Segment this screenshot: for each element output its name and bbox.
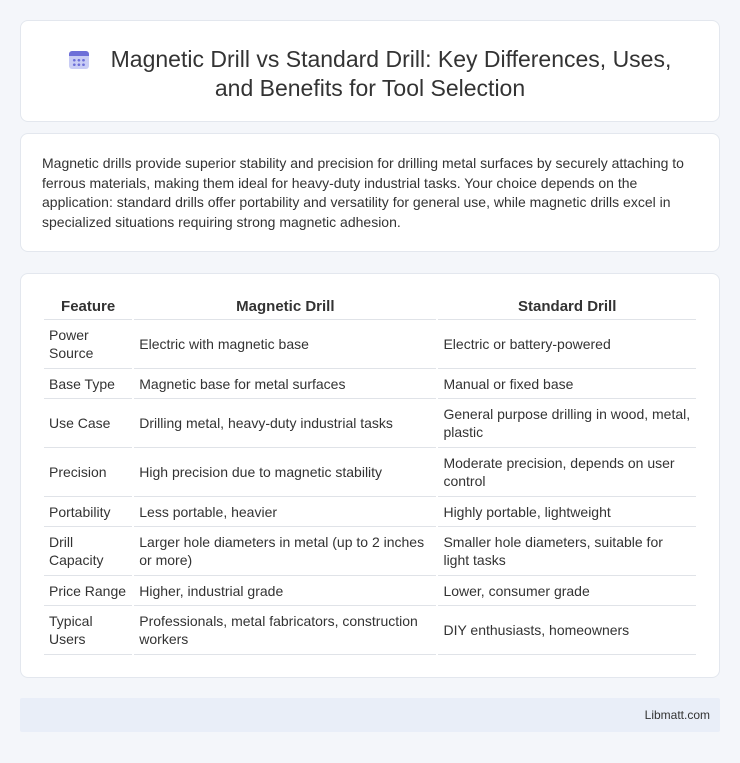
- intro-card: [20, 133, 720, 252]
- header-magnetic-drill: Magnetic Drill: [134, 294, 436, 320]
- table-row: [44, 448, 696, 497]
- page-title: [21, 45, 719, 103]
- feature-cell: Portability: [44, 497, 132, 527]
- feature-cell: Precision: [44, 448, 132, 497]
- magnetic-cell: Less portable, heavier: [134, 497, 436, 527]
- table-row: [44, 527, 696, 576]
- intro-paragraph: Magnetic drills provide superior stability and precision for drilling metal surfaces by securely attaching to ferrous materials, making them ideal for heavy-duty industrial tasks. Your choice depends on the application: standard drills offer portability and versatility for general use, while magnetic drills excel in specialized situations requiring strong magnetic adhesion.: [42, 155, 684, 230]
- magnetic-cell: Magnetic base for metal surfaces: [134, 369, 436, 399]
- calendar-icon: [69, 49, 89, 69]
- feature-cell: Price Range: [44, 576, 132, 606]
- feature-cell: Base Type: [44, 369, 132, 399]
- header-standard-drill: Standard Drill: [438, 294, 696, 320]
- table-row: [44, 606, 696, 655]
- standard-cell: Electric or battery-powered: [438, 320, 696, 369]
- table-row: [44, 497, 696, 527]
- comparison-table: [42, 294, 698, 655]
- table-row: [44, 369, 696, 399]
- title-card: [20, 20, 720, 122]
- magnetic-cell: Professionals, metal fabricators, construction workers: [134, 606, 436, 655]
- magnetic-cell: High precision due to magnetic stability: [134, 448, 436, 497]
- table-header-row: [44, 294, 696, 320]
- header-feature: Feature: [44, 294, 132, 320]
- title-line-2: and Benefits for Tool Selection: [214, 75, 526, 101]
- table-row: [44, 320, 696, 369]
- comparison-table-card: [20, 273, 720, 678]
- standard-cell: Highly portable, lightweight: [438, 497, 696, 527]
- magnetic-cell: Electric with magnetic base: [134, 320, 436, 369]
- feature-cell: Typical Users: [44, 606, 132, 655]
- magnetic-cell: Larger hole diameters in metal (up to 2 inches or more): [134, 527, 436, 576]
- title-line-1: Magnetic Drill vs Standard Drill: Key Differences, Uses,: [110, 46, 672, 72]
- standard-cell: Manual or fixed base: [438, 369, 696, 399]
- standard-cell: General purpose drilling in wood, metal, plastic: [438, 399, 696, 448]
- magnetic-cell: Higher, industrial grade: [134, 576, 436, 606]
- standard-cell: Smaller hole diameters, suitable for light tasks: [438, 527, 696, 576]
- feature-cell: Drill Capacity: [44, 527, 132, 576]
- standard-cell: DIY enthusiasts, homeowners: [438, 606, 696, 655]
- footer-bar: [20, 698, 720, 732]
- table-row: [44, 576, 696, 606]
- standard-cell: Moderate precision, depends on user control: [438, 448, 696, 497]
- magnetic-cell: Drilling metal, heavy-duty industrial tasks: [134, 399, 436, 448]
- feature-cell: Power Source: [44, 320, 132, 369]
- footer-brand: Libmatt.com: [644, 708, 710, 722]
- table-row: [44, 399, 696, 448]
- standard-cell: Lower, consumer grade: [438, 576, 696, 606]
- feature-cell: Use Case: [44, 399, 132, 448]
